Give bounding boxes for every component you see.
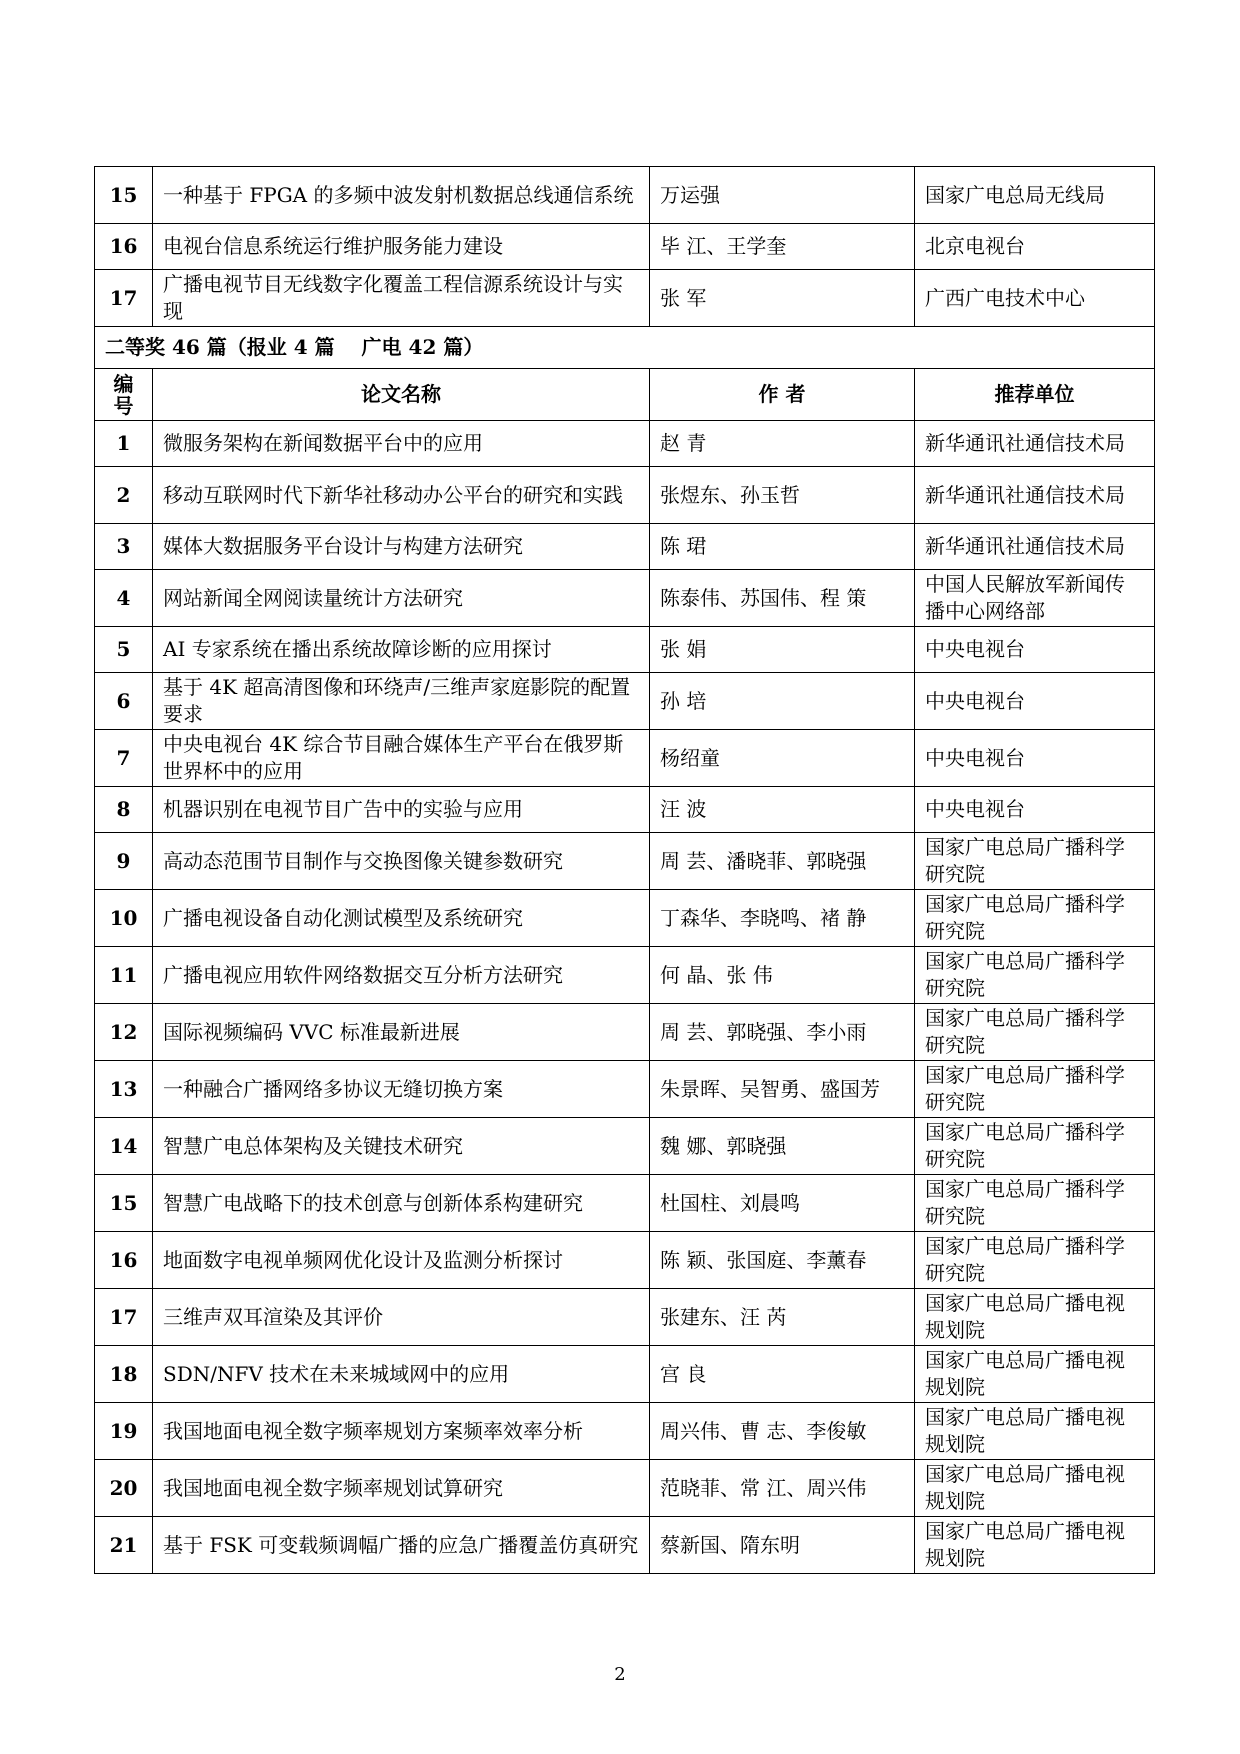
header-unit: 推荐单位 <box>915 369 1155 421</box>
row-number: 18 <box>95 1346 153 1403</box>
recommending-unit: 国家广电总局无线局 <box>915 167 1155 224</box>
paper-author: 周 芸、郭晓强、李小雨 <box>650 1004 915 1061</box>
header-title: 论文名称 <box>153 369 650 421</box>
row-number: 20 <box>95 1460 153 1517</box>
paper-title: 地面数字电视单频网优化设计及监测分析探讨 <box>153 1232 650 1289</box>
row-number: 14 <box>95 1118 153 1175</box>
table-row <box>95 570 1155 627</box>
paper-title: 中央电视台 4K 综合节目融合媒体生产平台在俄罗斯世界杯中的应用 <box>153 730 650 787</box>
paper-title: 一种融合广播网络多协议无缝切换方案 <box>153 1061 650 1118</box>
table-row <box>95 467 1155 524</box>
table-row <box>95 1232 1155 1289</box>
paper-author: 万运强 <box>650 167 915 224</box>
header-row <box>95 369 1155 421</box>
row-number: 2 <box>95 467 153 524</box>
section-title: 二等奖 46 篇（报业 4 篇 广电 42 篇） <box>95 327 1155 369</box>
paper-title: SDN/NFV 技术在未来城域网中的应用 <box>153 1346 650 1403</box>
recommending-unit: 中央电视台 <box>915 787 1155 833</box>
paper-author: 丁森华、李晓鸣、褚 静 <box>650 890 915 947</box>
paper-author: 陈泰伟、苏国伟、程 策 <box>650 570 915 627</box>
paper-title: 高动态范围节目制作与交换图像关键参数研究 <box>153 833 650 890</box>
recommending-unit: 国家广电总局广播科学研究院 <box>915 1175 1155 1232</box>
paper-author: 何 晶、张 伟 <box>650 947 915 1004</box>
page-number: 2 <box>614 1664 626 1685</box>
paper-title: 基于 FSK 可变载频调幅广播的应急广播覆盖仿真研究 <box>153 1517 650 1574</box>
row-number: 17 <box>95 1289 153 1346</box>
recommending-unit: 国家广电总局广播科学研究院 <box>915 1061 1155 1118</box>
paper-title: 智慧广电总体架构及关键技术研究 <box>153 1118 650 1175</box>
paper-title: 机器识别在电视节目广告中的实验与应用 <box>153 787 650 833</box>
recommending-unit: 新华通讯社通信技术局 <box>915 467 1155 524</box>
recommending-unit: 中国人民解放军新闻传播中心网络部 <box>915 570 1155 627</box>
table-row <box>95 1289 1155 1346</box>
header-author: 作 者 <box>650 369 915 421</box>
row-number: 15 <box>95 167 153 224</box>
paper-author: 周 芸、潘晓菲、郭晓强 <box>650 833 915 890</box>
header-number: 编号 <box>95 369 153 421</box>
paper-title: 电视台信息系统运行维护服务能力建设 <box>153 224 650 270</box>
row-number: 8 <box>95 787 153 833</box>
row-number: 16 <box>95 1232 153 1289</box>
section-row <box>95 327 1155 369</box>
paper-title: 微服务架构在新闻数据平台中的应用 <box>153 421 650 467</box>
paper-author: 杨绍童 <box>650 730 915 787</box>
row-number: 5 <box>95 627 153 673</box>
row-number: 12 <box>95 1004 153 1061</box>
paper-title: 移动互联网时代下新华社移动办公平台的研究和实践 <box>153 467 650 524</box>
paper-title: AI 专家系统在播出系统故障诊断的应用探讨 <box>153 627 650 673</box>
paper-author: 张 娟 <box>650 627 915 673</box>
paper-author: 孙 培 <box>650 673 915 730</box>
table-row <box>95 1517 1155 1574</box>
table-row <box>95 1460 1155 1517</box>
paper-title: 媒体大数据服务平台设计与构建方法研究 <box>153 524 650 570</box>
recommending-unit: 国家广电总局广播科学研究院 <box>915 947 1155 1004</box>
paper-author: 蔡新国、隋东明 <box>650 1517 915 1574</box>
paper-title: 广播电视设备自动化测试模型及系统研究 <box>153 890 650 947</box>
paper-author: 陈 颖、张国庭、李薰春 <box>650 1232 915 1289</box>
paper-author: 赵 青 <box>650 421 915 467</box>
paper-title: 智慧广电战略下的技术创意与创新体系构建研究 <box>153 1175 650 1232</box>
paper-title: 广播电视应用软件网络数据交互分析方法研究 <box>153 947 650 1004</box>
table-row <box>95 673 1155 730</box>
paper-title: 国际视频编码 VVC 标准最新进展 <box>153 1004 650 1061</box>
recommending-unit: 新华通讯社通信技术局 <box>915 524 1155 570</box>
recommending-unit: 国家广电总局广播电视规划院 <box>915 1346 1155 1403</box>
paper-author: 毕 江、王学奎 <box>650 224 915 270</box>
paper-title: 广播电视节目无线数字化覆盖工程信源系统设计与实现 <box>153 270 650 327</box>
table-row <box>95 890 1155 947</box>
table-row <box>95 524 1155 570</box>
recommending-unit: 新华通讯社通信技术局 <box>915 421 1155 467</box>
row-number: 11 <box>95 947 153 1004</box>
paper-author: 陈 珺 <box>650 524 915 570</box>
recommending-unit: 国家广电总局广播科学研究院 <box>915 1118 1155 1175</box>
recommending-unit: 中央电视台 <box>915 627 1155 673</box>
table-row <box>95 730 1155 787</box>
recommending-unit: 国家广电总局广播电视规划院 <box>915 1403 1155 1460</box>
paper-title: 网站新闻全网阅读量统计方法研究 <box>153 570 650 627</box>
row-number: 19 <box>95 1403 153 1460</box>
row-number: 21 <box>95 1517 153 1574</box>
paper-author: 宫 良 <box>650 1346 915 1403</box>
paper-author: 周兴伟、曹 志、李俊敏 <box>650 1403 915 1460</box>
paper-author: 魏 娜、郭晓强 <box>650 1118 915 1175</box>
table-row <box>95 1175 1155 1232</box>
table-row <box>95 167 1155 224</box>
row-number: 13 <box>95 1061 153 1118</box>
recommending-unit: 北京电视台 <box>915 224 1155 270</box>
paper-author: 张煜东、孙玉哲 <box>650 467 915 524</box>
row-number: 4 <box>95 570 153 627</box>
paper-author: 张建东、汪 芮 <box>650 1289 915 1346</box>
table-row <box>95 947 1155 1004</box>
table-row <box>95 1118 1155 1175</box>
table-row <box>95 224 1155 270</box>
row-number: 1 <box>95 421 153 467</box>
recommending-unit: 国家广电总局广播电视规划院 <box>915 1517 1155 1574</box>
paper-author: 朱景晖、吴智勇、盛国芳 <box>650 1061 915 1118</box>
recommending-unit: 国家广电总局广播科学研究院 <box>915 833 1155 890</box>
paper-title: 基于 4K 超高清图像和环绕声/三维声家庭影院的配置要求 <box>153 673 650 730</box>
row-number: 16 <box>95 224 153 270</box>
row-number: 6 <box>95 673 153 730</box>
paper-title: 我国地面电视全数字频率规划方案频率效率分析 <box>153 1403 650 1460</box>
table-row <box>95 421 1155 467</box>
paper-author: 范晓菲、常 江、周兴伟 <box>650 1460 915 1517</box>
recommending-unit: 中央电视台 <box>915 730 1155 787</box>
recommending-unit: 国家广电总局广播电视规划院 <box>915 1460 1155 1517</box>
paper-title: 一种基于 FPGA 的多频中波发射机数据总线通信系统 <box>153 167 650 224</box>
awards-table <box>94 166 1155 1574</box>
table-row <box>95 627 1155 673</box>
row-number: 10 <box>95 890 153 947</box>
table-row <box>95 1004 1155 1061</box>
row-number: 7 <box>95 730 153 787</box>
table-row <box>95 270 1155 327</box>
row-number: 3 <box>95 524 153 570</box>
row-number: 17 <box>95 270 153 327</box>
paper-author: 杜国柱、刘晨鸣 <box>650 1175 915 1232</box>
paper-author: 张 军 <box>650 270 915 327</box>
paper-title: 三维声双耳渲染及其评价 <box>153 1289 650 1346</box>
table-row <box>95 1403 1155 1460</box>
row-number: 15 <box>95 1175 153 1232</box>
recommending-unit: 国家广电总局广播科学研究院 <box>915 1004 1155 1061</box>
table-row <box>95 1346 1155 1403</box>
recommending-unit: 国家广电总局广播科学研究院 <box>915 890 1155 947</box>
table-row <box>95 1061 1155 1118</box>
recommending-unit: 国家广电总局广播科学研究院 <box>915 1232 1155 1289</box>
paper-title: 我国地面电视全数字频率规划试算研究 <box>153 1460 650 1517</box>
recommending-unit: 国家广电总局广播电视规划院 <box>915 1289 1155 1346</box>
table-row <box>95 787 1155 833</box>
table-row <box>95 833 1155 890</box>
recommending-unit: 中央电视台 <box>915 673 1155 730</box>
row-number: 9 <box>95 833 153 890</box>
recommending-unit: 广西广电技术中心 <box>915 270 1155 327</box>
paper-author: 汪 波 <box>650 787 915 833</box>
